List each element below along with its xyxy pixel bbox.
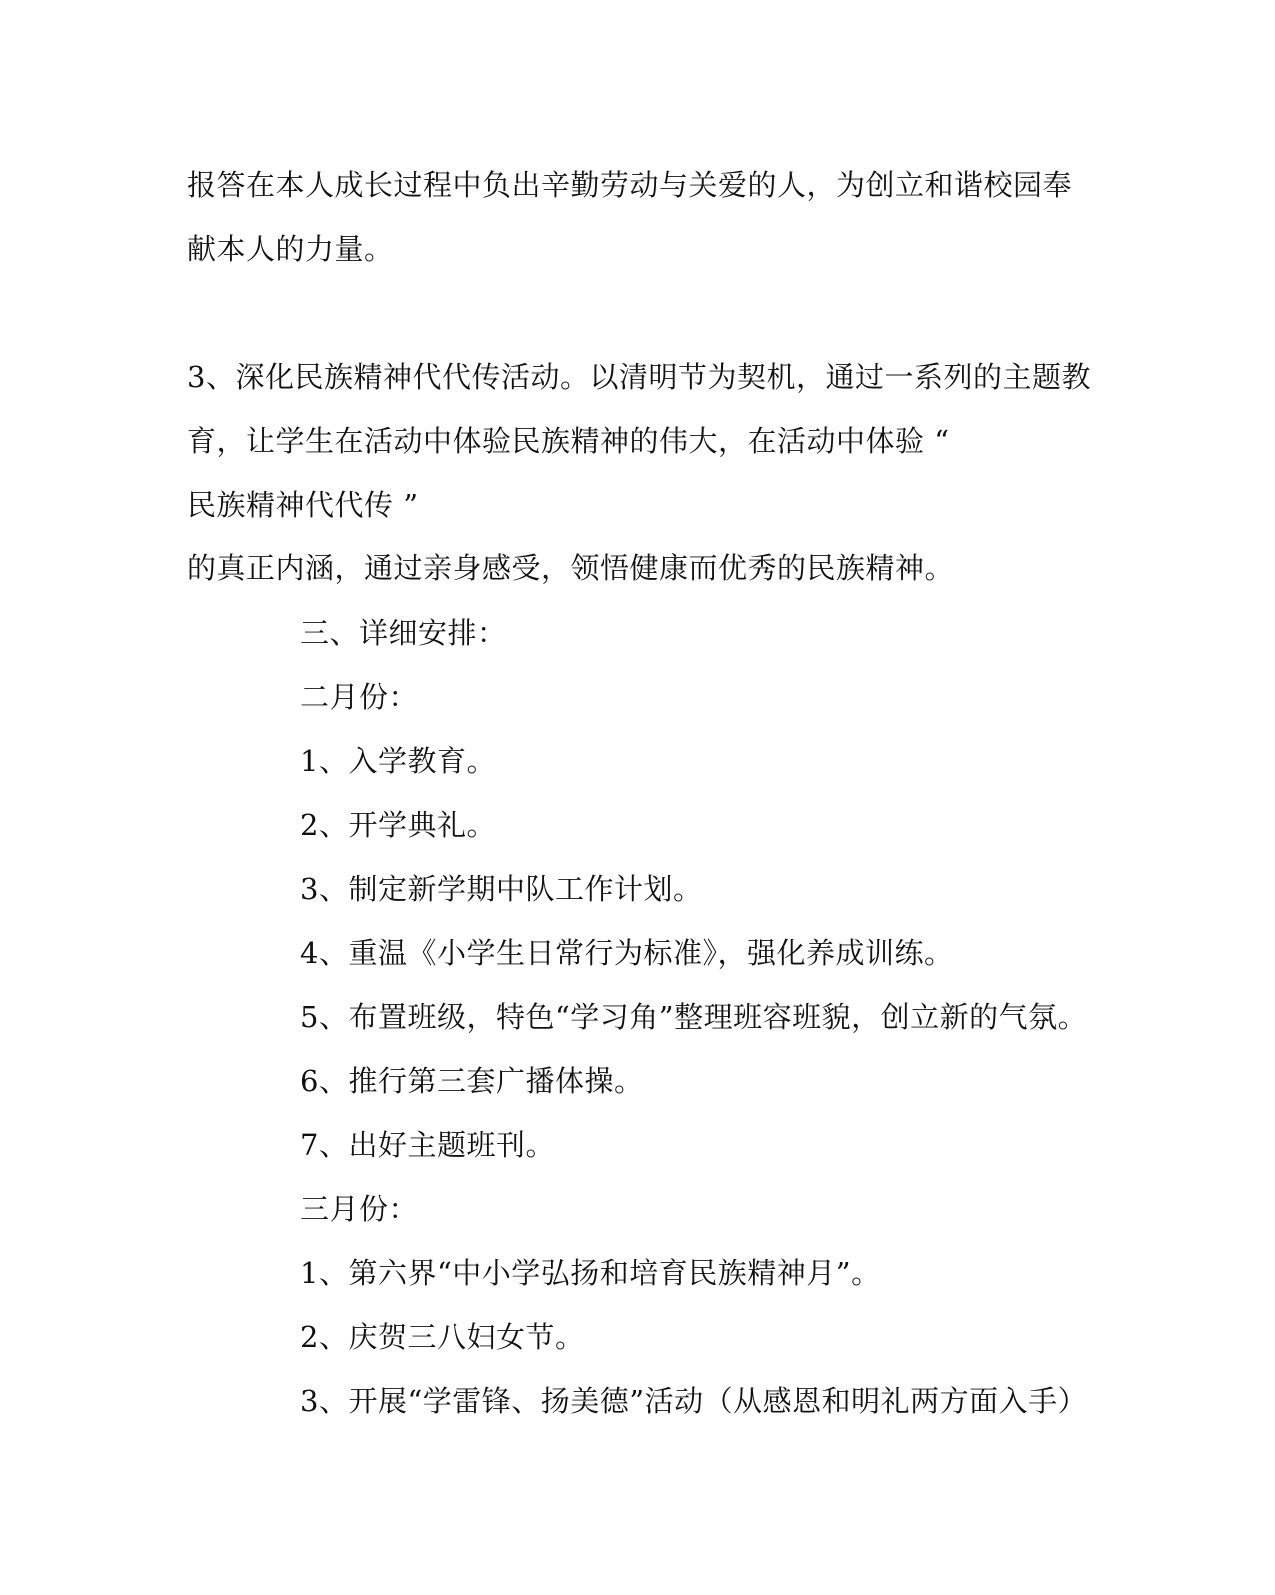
- list-item: 3、制定新学期中队工作计划。: [300, 872, 703, 906]
- list-item: 5、布置班级，特色“学习角”整理班容班貌，创立新的气氛。: [300, 1000, 1088, 1034]
- list-item: 4、重温《小学生日常行为标准》，强化养成训练。: [300, 936, 954, 970]
- list-item: 3、开展“学雷锋、扬美德”活动（从感恩和明礼两方面入手）: [300, 1384, 1088, 1418]
- paragraph-line: 民族精神代代传 ”: [187, 488, 419, 522]
- list-item: 2、庆贺三八妇女节。: [300, 1320, 585, 1354]
- list-item: 1、入学教育。: [300, 744, 496, 778]
- month-heading-february: 二月份：: [300, 680, 419, 714]
- list-item: 1、第六界“中小学弘扬和培育民族精神月”。: [300, 1256, 881, 1290]
- paragraph-line: 3、深化民族精神代代传活动。以清明节为契机，通过一系列的主题教: [187, 360, 1091, 394]
- paragraph-line: 报答在本人成长过程中负出辛勤劳动与关爱的人，为创立和谐校园奉: [187, 168, 1073, 202]
- list-item: 7、出好主题班刊。: [300, 1128, 555, 1162]
- paragraph-line: 献本人的力量。: [187, 232, 394, 266]
- month-heading-march: 三月份：: [300, 1192, 419, 1226]
- paragraph-line: 育，让学生在活动中体验民族精神的伟大，在活动中体验 “: [187, 424, 950, 458]
- section-heading: 三、详细安排：: [300, 616, 507, 650]
- list-item: 6、推行第三套广播体操。: [300, 1064, 644, 1098]
- paragraph-line: 的真正内涵，通过亲身感受，领悟健康而优秀的民族精神。: [187, 551, 955, 585]
- list-item: 2、开学典礼。: [300, 808, 496, 842]
